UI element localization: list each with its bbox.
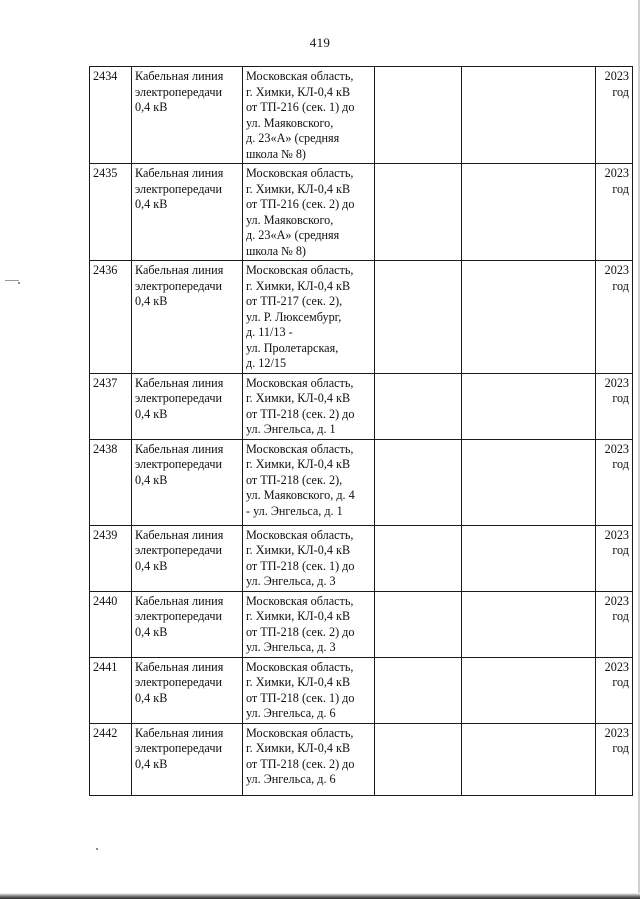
object-name-line: Кабельная линия	[135, 593, 224, 608]
address-line: Московская область,	[246, 441, 354, 456]
address-line: от ТП-218 (сек. 1) до	[246, 690, 355, 705]
object-name-line: Кабельная линия	[135, 375, 224, 390]
object-name-line: Кабельная линия	[135, 166, 224, 180]
year-cell	[596, 373, 633, 439]
object-name-line: электропередачи	[135, 84, 222, 99]
empty-cell	[375, 439, 462, 525]
registry-table-body	[90, 67, 633, 796]
address-line: от ТП-218 (сек. 2) до	[246, 624, 355, 639]
year-line: 2023	[604, 166, 629, 180]
table-row	[90, 67, 633, 164]
year-cell	[596, 67, 633, 164]
year-line: год	[612, 457, 629, 471]
row-number-cell: 2436	[90, 261, 132, 374]
address-cell	[243, 261, 375, 374]
address-line: Московская область,	[246, 166, 354, 180]
empty-cell	[375, 525, 462, 591]
object-name-line: 0,4 кВ	[135, 406, 168, 421]
object-name-line: электропередачи	[135, 181, 222, 196]
empty-cell	[462, 67, 596, 164]
address-line: Московская область,	[246, 593, 354, 608]
empty-cell	[462, 723, 596, 795]
object-name-cell	[132, 164, 243, 261]
scan-artifact	[5, 280, 19, 281]
address-line: Московская область,	[246, 527, 354, 542]
table-row	[90, 525, 633, 591]
object-name-line: 0,4 кВ	[135, 197, 168, 211]
address-line: ул. Маяковского, д. 4	[246, 488, 355, 502]
address-line: ул. Энгельса, д. 3	[246, 640, 336, 654]
table-row	[90, 591, 633, 657]
year-cell	[596, 439, 633, 525]
address-cell	[243, 373, 375, 439]
address-cell	[243, 525, 375, 591]
object-name-cell	[132, 723, 243, 795]
empty-cell	[375, 67, 462, 164]
empty-cell	[462, 373, 596, 439]
object-name-line: электропередачи	[135, 741, 222, 755]
address-line: г. Химки, КЛ-0,4 кВ	[246, 543, 351, 557]
address-line: ул. Пролетарская,	[246, 340, 339, 355]
year-line: год	[612, 609, 629, 623]
empty-cell	[462, 164, 596, 261]
empty-cell	[375, 657, 462, 723]
object-name-line: Кабельная линия	[135, 659, 224, 674]
address-line: Московская область,	[246, 725, 354, 740]
row-number-cell: 2438	[90, 439, 132, 525]
year-line: год	[612, 543, 629, 557]
address-line: - ул. Энгельса, д. 1	[246, 503, 343, 518]
address-line: ул. Энгельса, д. 3	[246, 574, 336, 588]
year-line: год	[612, 675, 629, 689]
year-line: 2023	[604, 69, 629, 83]
year-line: год	[612, 391, 629, 405]
address-line: ул. Энгельса, д. 1	[246, 422, 336, 436]
year-line: 2023	[604, 375, 629, 390]
year-line: год	[612, 741, 629, 755]
address-line: от ТП-216 (сек. 2) до	[246, 197, 355, 211]
registry-table	[89, 66, 633, 796]
address-line: от ТП-217 (сек. 2),	[246, 294, 343, 308]
empty-cell	[462, 261, 596, 374]
address-line: ул. Энгельса, д. 6	[246, 706, 336, 720]
address-line: Московская область,	[246, 375, 354, 390]
empty-cell	[462, 591, 596, 657]
object-name-line: электропередачи	[135, 609, 222, 623]
year-cell	[596, 164, 633, 261]
scan-artifact	[96, 848, 98, 850]
address-line: д. 23«А» (средняя	[246, 131, 340, 145]
address-line: Московская область,	[246, 659, 354, 674]
address-line: ул. Маяковского,	[246, 115, 334, 130]
address-line: Московская область,	[246, 263, 354, 277]
object-name-line: Кабельная линия	[135, 725, 224, 740]
address-line: д. 12/15	[246, 356, 287, 370]
row-number-cell: 2437	[90, 373, 132, 439]
address-cell	[243, 439, 375, 525]
object-name-cell	[132, 67, 243, 164]
object-name-line: Кабельная линия	[135, 527, 224, 542]
object-name-line: электропередачи	[135, 543, 222, 557]
address-line: от ТП-218 (сек. 2),	[246, 472, 343, 487]
object-name-cell	[132, 439, 243, 525]
address-line: ул. Энгельса, д. 6	[246, 772, 336, 786]
address-cell	[243, 591, 375, 657]
table-row	[90, 657, 633, 723]
table-row	[90, 164, 633, 261]
address-line: от ТП-218 (сек. 1) до	[246, 558, 355, 573]
address-line: г. Химки, КЛ-0,4 кВ	[246, 181, 351, 196]
address-cell	[243, 164, 375, 261]
scan-artifact	[18, 282, 20, 284]
object-name-cell	[132, 657, 243, 723]
year-line: 2023	[604, 593, 629, 608]
object-name-line: электропередачи	[135, 391, 222, 405]
year-line: год	[612, 278, 629, 293]
object-name-line: 0,4 кВ	[135, 558, 168, 573]
table-row	[90, 723, 633, 795]
row-number-cell: 2439	[90, 525, 132, 591]
empty-cell	[462, 525, 596, 591]
object-name-line: 0,4 кВ	[135, 624, 168, 639]
year-cell	[596, 525, 633, 591]
year-line: 2023	[604, 659, 629, 674]
address-line: от ТП-218 (сек. 2) до	[246, 406, 355, 421]
row-number-cell: 2440	[90, 591, 132, 657]
object-name-cell	[132, 525, 243, 591]
address-line: ул. Р. Люксембург,	[246, 309, 342, 324]
year-line: 2023	[604, 441, 629, 456]
address-line: от ТП-216 (сек. 1) до	[246, 100, 355, 114]
address-line: г. Химки, КЛ-0,4 кВ	[246, 741, 351, 755]
row-number-cell: 2441	[90, 657, 132, 723]
empty-cell	[462, 439, 596, 525]
page-number: 419	[309, 35, 331, 50]
object-name-cell	[132, 261, 243, 374]
object-name-line: 0,4 кВ	[135, 472, 168, 487]
address-line: школа № 8)	[246, 243, 306, 258]
address-line: школа № 8)	[246, 146, 306, 161]
object-name-line: электропередачи	[135, 457, 222, 471]
empty-cell	[375, 723, 462, 795]
empty-cell	[375, 164, 462, 261]
empty-cell	[375, 261, 462, 374]
object-name-line: электропередачи	[135, 675, 222, 689]
year-line: год	[612, 84, 629, 99]
empty-cell	[462, 657, 596, 723]
address-line: г. Химки, КЛ-0,4 кВ	[246, 675, 351, 689]
row-number-cell: 2434	[90, 67, 132, 164]
address-line: от ТП-218 (сек. 2) до	[246, 756, 355, 771]
address-cell	[243, 657, 375, 723]
year-cell	[596, 591, 633, 657]
address-cell	[243, 723, 375, 795]
address-line: д. 23«А» (средняя	[246, 228, 340, 242]
page-edge	[0, 893, 640, 899]
year-cell	[596, 657, 633, 723]
address-line: г. Химки, КЛ-0,4 кВ	[246, 84, 351, 99]
address-line: г. Химки, КЛ-0,4 кВ	[246, 609, 351, 623]
address-line: г. Химки, КЛ-0,4 кВ	[246, 278, 351, 293]
year-cell	[596, 723, 633, 795]
year-line: год	[612, 181, 629, 196]
row-number-cell: 2435	[90, 164, 132, 261]
object-name-line: Кабельная линия	[135, 263, 224, 277]
object-name-line: Кабельная линия	[135, 441, 224, 456]
empty-cell	[375, 373, 462, 439]
row-number-cell: 2442	[90, 723, 132, 795]
address-line: г. Химки, КЛ-0,4 кВ	[246, 391, 351, 405]
object-name-line: 0,4 кВ	[135, 100, 168, 114]
object-name-cell	[132, 373, 243, 439]
object-name-line: 0,4 кВ	[135, 690, 168, 705]
object-name-line: Кабельная линия	[135, 69, 224, 83]
address-line: д. 11/13 -	[246, 325, 293, 339]
year-line: 2023	[604, 725, 629, 740]
object-name-line: электропередачи	[135, 278, 222, 293]
table-row	[90, 373, 633, 439]
address-line: Московская область,	[246, 69, 354, 83]
year-line: 2023	[604, 527, 629, 542]
object-name-line: 0,4 кВ	[135, 294, 168, 308]
address-line: ул. Маяковского,	[246, 212, 334, 227]
table-row	[90, 261, 633, 374]
table-row	[90, 439, 633, 525]
year-line: 2023	[604, 263, 629, 277]
object-name-line: 0,4 кВ	[135, 756, 168, 771]
address-line: г. Химки, КЛ-0,4 кВ	[246, 457, 351, 471]
object-name-cell	[132, 591, 243, 657]
empty-cell	[375, 591, 462, 657]
address-cell	[243, 67, 375, 164]
year-cell	[596, 261, 633, 374]
